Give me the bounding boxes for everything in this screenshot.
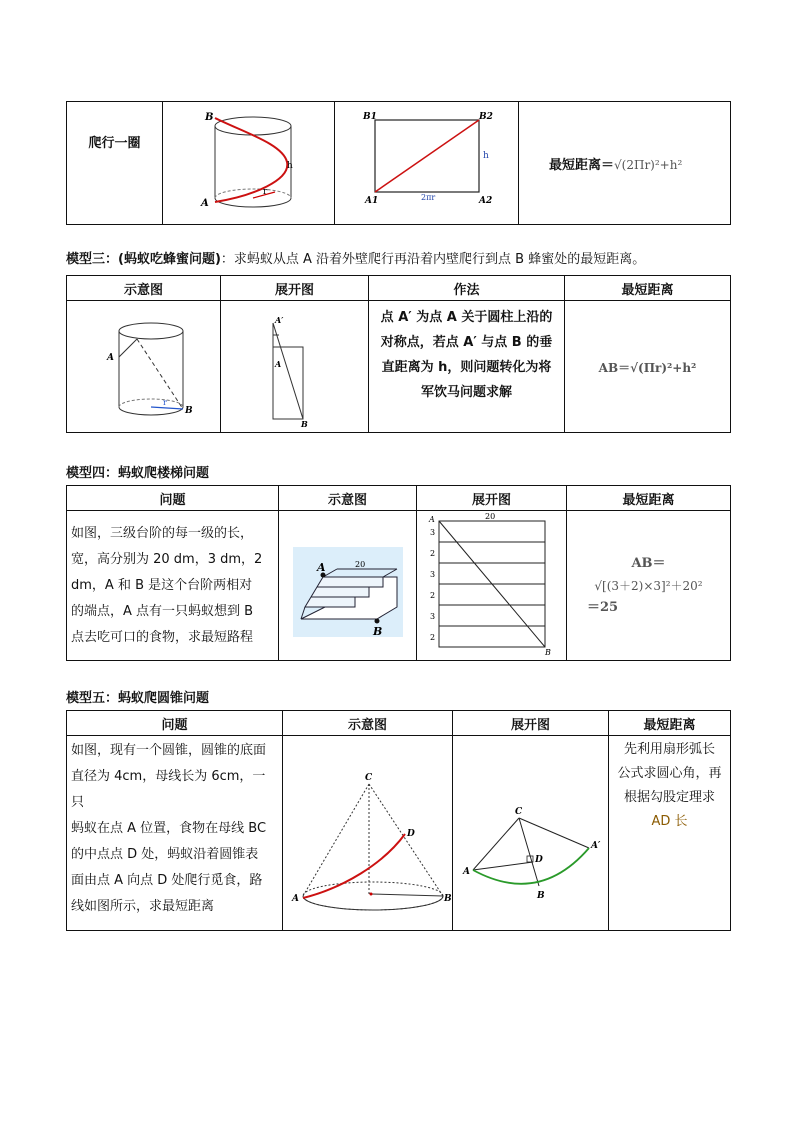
header-shortest: 最短距离 bbox=[565, 276, 731, 301]
label-r: r bbox=[163, 398, 167, 407]
label-A: A bbox=[429, 515, 435, 524]
row-label bbox=[67, 102, 163, 225]
model4-title: 模型四：蚂蚁爬楼梯问题 bbox=[66, 466, 210, 481]
formula-line: AB＝ bbox=[631, 555, 666, 571]
label-B: B bbox=[185, 406, 193, 416]
answer-line: 根据勾股定理求 bbox=[623, 790, 715, 805]
label-A: A bbox=[292, 894, 299, 904]
label-A-prime: A′ bbox=[591, 841, 601, 851]
label-D: D bbox=[407, 829, 415, 839]
problem-line: 线如图所示，求最短距离 bbox=[71, 899, 215, 914]
label-B: B bbox=[373, 625, 383, 638]
model3-cylinder-figure bbox=[67, 301, 221, 433]
header-unfold: 展开图 bbox=[453, 711, 609, 736]
label-B: B bbox=[205, 112, 214, 123]
step-label: 3 bbox=[430, 528, 436, 537]
header-diagram: 示意图 bbox=[279, 486, 417, 511]
model5-unfold-figure bbox=[453, 736, 609, 931]
header-diagram: 示意图 bbox=[67, 276, 221, 301]
cylinder-helix-figure bbox=[163, 102, 335, 225]
label-D: D bbox=[535, 855, 543, 865]
label-B: B bbox=[545, 648, 551, 656]
step-label: 2 bbox=[430, 549, 436, 558]
label-2pir: 2πr bbox=[421, 193, 436, 202]
rectangle-unfold-figure bbox=[335, 102, 519, 225]
step-label: 3 bbox=[430, 612, 436, 621]
label-A: A bbox=[201, 198, 209, 209]
step-label: 2 bbox=[430, 591, 436, 600]
label-r: r bbox=[263, 187, 268, 197]
model5-title: 模型五：蚂蚁爬圆锥问题 bbox=[66, 691, 210, 706]
crawl-one-loop-label: 爬行一圈 bbox=[88, 136, 141, 151]
method-line: 军饮马问题求解 bbox=[420, 385, 512, 400]
answer-line: AD 长 bbox=[651, 814, 688, 829]
model4-unfold-figure bbox=[417, 511, 567, 661]
step-label: 3 bbox=[430, 570, 436, 579]
label-A-prime: A′ bbox=[275, 315, 284, 325]
header-unfold: 展开图 bbox=[417, 486, 567, 511]
table-crawl-one-loop bbox=[66, 101, 731, 225]
formula-line: √[(3＋2)×3]²＋20² bbox=[594, 578, 703, 593]
label-A2: A2 bbox=[479, 196, 493, 206]
model3-title bbox=[66, 248, 645, 267]
header-problem: 问题 bbox=[67, 711, 283, 736]
header-diagram: 示意图 bbox=[283, 711, 453, 736]
model5-cone-figure bbox=[283, 736, 453, 931]
label-A1: A1 bbox=[365, 196, 379, 206]
problem-line: 点去吃可口的食物，求最短路程 bbox=[71, 629, 254, 645]
shortest-distance-cell bbox=[519, 102, 731, 225]
label-A: A bbox=[317, 561, 326, 574]
label-A: A bbox=[107, 353, 114, 363]
header-method: 作法 bbox=[369, 276, 565, 301]
problem-line: 的端点，A 点有一只蚂蚁想到 B bbox=[71, 603, 254, 619]
problem-line: 蚂蚁在点 A 位置，食物在母线 BC bbox=[71, 821, 267, 836]
label-h: h bbox=[287, 161, 293, 171]
table-model4 bbox=[66, 485, 731, 661]
label-h: h bbox=[483, 151, 489, 161]
label-C: C bbox=[515, 807, 523, 817]
label-B: B bbox=[444, 894, 452, 904]
model4-stairs-figure bbox=[279, 511, 417, 661]
method-line: 对称点，若点 A′ 与点 B 的垂 bbox=[380, 335, 553, 350]
method-line: 点 A′ 为点 A 关于圆柱上沿的 bbox=[380, 310, 553, 325]
label-A: A bbox=[463, 867, 470, 877]
header-shortest: 最短距离 bbox=[609, 711, 731, 736]
answer-line: 公式求圆心角，再 bbox=[617, 766, 722, 781]
header-unfold: 展开图 bbox=[221, 276, 369, 301]
problem-line: dm，A 和 B 是这个台阶两相对 bbox=[71, 577, 253, 593]
model4-problem-cell bbox=[67, 511, 279, 661]
model5-answer-cell bbox=[609, 736, 731, 931]
problem-line: 宽，高分别为 20 dm，3 dm，2 bbox=[71, 551, 263, 567]
label-20: 20 bbox=[485, 512, 496, 521]
model3-title-rest: ：求蚂蚁从点 A 沿着外壁爬行再沿着内壁爬行到点 B 蜂蜜处的最短距离。 bbox=[220, 252, 646, 267]
formula-line: ＝25 bbox=[587, 599, 619, 615]
model3-formula-cell bbox=[565, 301, 731, 433]
label-B: B bbox=[537, 891, 545, 901]
model3-title-bold: 模型三：(蚂蚁吃蜂蜜问题) bbox=[66, 252, 221, 267]
step-label: 2 bbox=[430, 633, 436, 642]
header-problem: 问题 bbox=[67, 486, 279, 511]
answer-line: 先利用扇形弧长 bbox=[623, 742, 715, 757]
problem-line: 如图，现有一个圆锥，圆锥的底面 bbox=[71, 743, 267, 758]
problem-line: 如图，三级台阶的每一级的长， bbox=[71, 525, 254, 541]
formula-label: 最短距离＝ bbox=[549, 157, 615, 173]
problem-line: 直径为 4cm，母线长为 6cm，一只 bbox=[71, 769, 266, 810]
label-B2: B2 bbox=[479, 112, 493, 122]
label-B1: B1 bbox=[363, 112, 377, 122]
header-shortest: 最短距离 bbox=[567, 486, 731, 511]
label-A: A bbox=[275, 359, 282, 369]
problem-line: 的中点点 D 处，蚂蚁沿着圆锥表 bbox=[71, 847, 259, 862]
table-model5 bbox=[66, 710, 731, 931]
method-line: 直距离为 h，则问题转化为将 bbox=[381, 360, 552, 375]
label-B: B bbox=[301, 419, 308, 428]
label-C: C bbox=[365, 773, 373, 783]
formula: √(2Πr)²+h² bbox=[614, 157, 683, 172]
model3-method-cell bbox=[369, 301, 565, 433]
model5-problem-cell bbox=[67, 736, 283, 931]
problem-line: 面由点 A 向点 D 处爬行觅食，路 bbox=[71, 873, 263, 888]
model3-formula: AB＝√(Πr)²+h² bbox=[598, 361, 697, 375]
model3-unfold-figure bbox=[221, 301, 369, 433]
model4-formula-cell bbox=[567, 511, 731, 661]
label-20: 20 bbox=[355, 560, 366, 569]
table-model3 bbox=[66, 275, 731, 433]
